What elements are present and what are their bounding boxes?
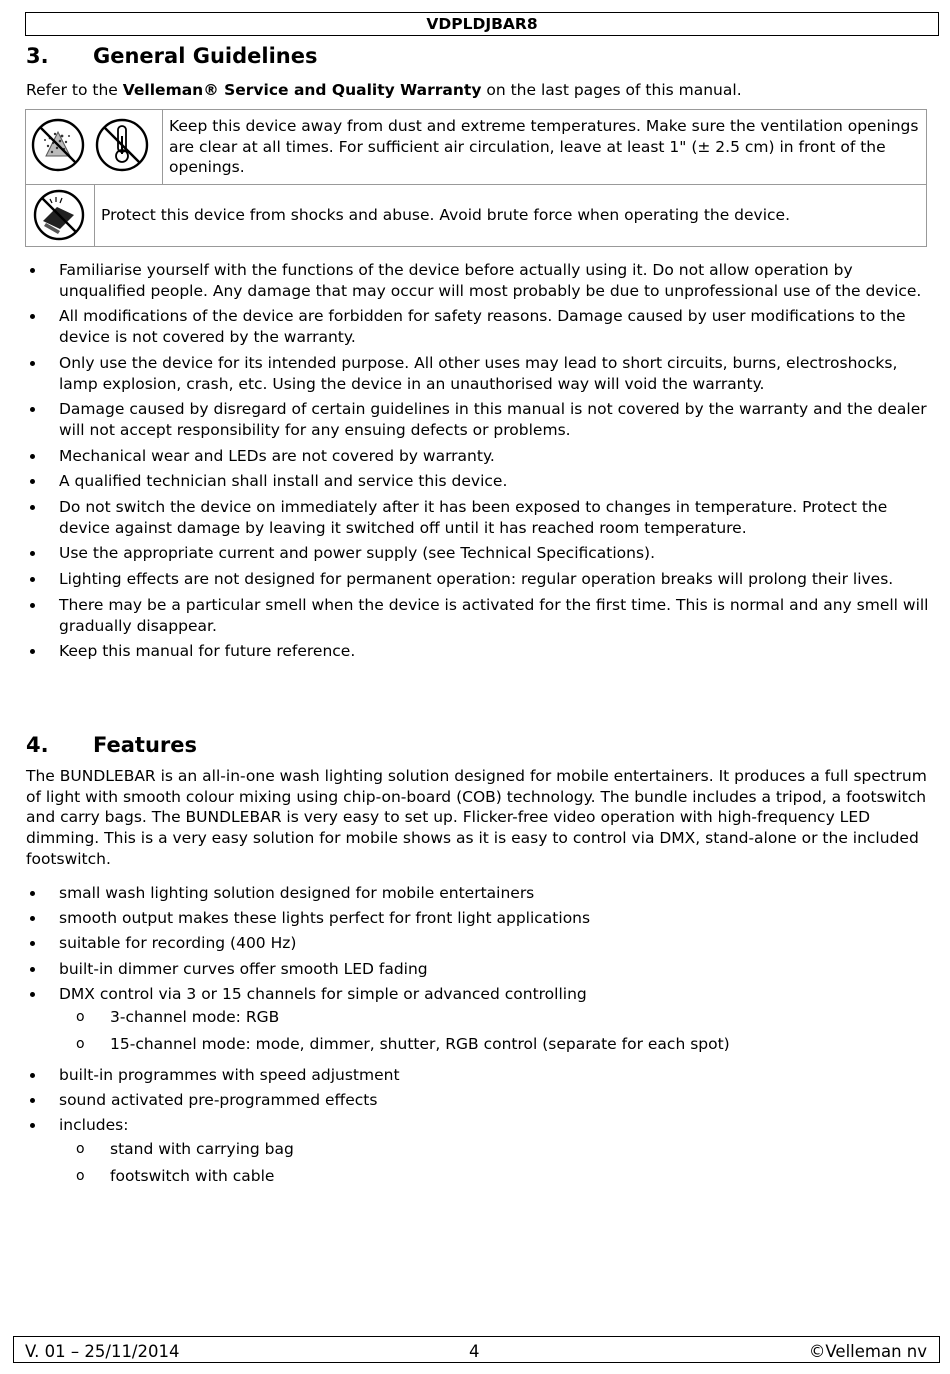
temperature-icon [97,120,147,170]
warning-row-shock [26,184,926,247]
section-number: 3. [26,44,49,68]
features-list [26,883,931,1009]
sub-list-item [26,1034,931,1055]
features-intro: The BUNDLEBAR is an all-in-one wash lighting solution designed for mobile entertainers. It produces a full spectrum of light with smooth colour mixing using chip-on-board (COB) technology. The bundle includes a tripod, a footswitch and carry bags. The BUNDLEBAR is very easy to set up. Flicker-free video operation with high-frequency LED dimming. This is a very easy solution for mobile shows as it is easy to control via DMX, stand-alone or the included footswitch. [26,767,927,868]
sub-bullet-icon: o [76,1009,85,1025]
copyright: ©Velleman nv [808,1342,927,1361]
sub-bullet-icon: o [76,1036,85,1053]
list-item: built-in programmes with speed adjustment [26,1065,931,1086]
sub-item-text: 15-channel mode: mode, dimmer, shutter, RGB control (separate for each spot) [110,1035,730,1054]
dust-icon [33,120,83,170]
icon-cell [26,110,163,184]
warranty-reference [26,80,931,101]
sub-bullet-icon: o [76,1168,85,1185]
list-item: Familiarise yourself with the functions of the device before actually using it. Do not allow operation by unqualified people. Any damage that may occur will most probably be due to unprofessional use of the device. [26,260,931,301]
footer [13,1336,940,1363]
section-title-text: General Guidelines [93,44,318,68]
includes-sublist [26,1139,931,1187]
section-title-text: Features [93,733,197,757]
list-item: suitable for recording (400 Hz) [26,933,931,954]
list-item: Keep this manual for future reference. [26,641,931,662]
list-item: Mechanical wear and LEDs are not covered by warranty. [26,446,931,467]
warning-text: Protect this device from shocks and abuse. Avoid brute force when operating the device. [101,206,791,224]
list-item: All modifications of the device are forbidden for safety reasons. Damage caused by user modifications to the device is not covered by the warranty. [26,306,931,347]
intro-text: Refer to the [26,81,123,99]
sub-item-text: stand with carrying bag [110,1140,294,1158]
list-item: smooth output makes these lights perfect for front light applications [26,908,931,929]
list-item: A qualified technician shall install and service this device. [26,471,931,492]
section-3-title [26,44,317,68]
section-4-title [26,733,197,757]
sub-item-text: footswitch with cable [110,1167,275,1186]
sub-list-item [26,1139,931,1160]
list-item: DMX control via 3 or 15 channels for simple or advanced controlling [26,984,931,1005]
warning-row-dust [26,110,926,184]
dmx-sublist [26,1007,931,1055]
list-item: There may be a particular smell when the device is activated for the first time. This is normal and any smell will gradually disappear. [26,595,931,636]
intro-text: on the last pages of this manual. [481,81,742,99]
list-item: built-in dimmer curves offer smooth LED fading [26,959,931,980]
warranty-link-text: Velleman® Service and Quality Warranty [122,81,482,99]
list-item: Use the appropriate current and power supply (see Technical Specifications). [26,543,931,564]
warning-text: Keep this device away from dust and extreme temperatures. Make sure the ventilation openings are clear at all times. For sufficient air circulation, leave at least 1" (± 2.5 cm) in front of the openings. [169,117,919,177]
version-date: V. 01 – 25/11/2014 [25,1342,180,1361]
list-item: small wash lighting solution designed for mobile entertainers [26,883,931,904]
model-name: VDPLDJBAR8 [426,15,538,33]
sub-bullet-icon: o [76,1141,85,1157]
sub-list-item [26,1166,931,1187]
dust-and-temperature-icons [26,110,162,184]
list-item: Do not switch the device on immediately after it has been exposed to changes in temperature. Protect the device against damage by leaving it switched off until it has reached room temperature. [26,497,931,538]
list-item: Only use the device for its intended purpose. All other uses may lead to short circuits, burns, electroshocks, lamp explosion, crash, etc. Using the device in an unauthorised way will void the warranty. [26,353,931,394]
sub-item-text: 3-channel mode: RGB [110,1008,280,1026]
list-item: Lighting effects are not designed for permanent operation: regular operation breaks will prolong their lives. [26,569,931,590]
warning-table [25,109,927,247]
page-number: 4 [469,1342,480,1361]
shock-icon [26,185,94,247]
list-item: includes: [26,1115,931,1136]
guidelines-list [26,260,931,662]
features-list-2 [26,1065,931,1136]
header-box [25,12,939,36]
list-item: sound activated pre-programmed effects [26,1090,931,1111]
section-number: 4. [26,733,49,757]
list-item: Damage caused by disregard of certain guidelines in this manual is not covered by the warranty and the dealer will not accept responsibility for any ensuing defects or problems. [26,399,931,440]
sub-list-item [26,1007,931,1028]
icon-cell [26,185,95,247]
